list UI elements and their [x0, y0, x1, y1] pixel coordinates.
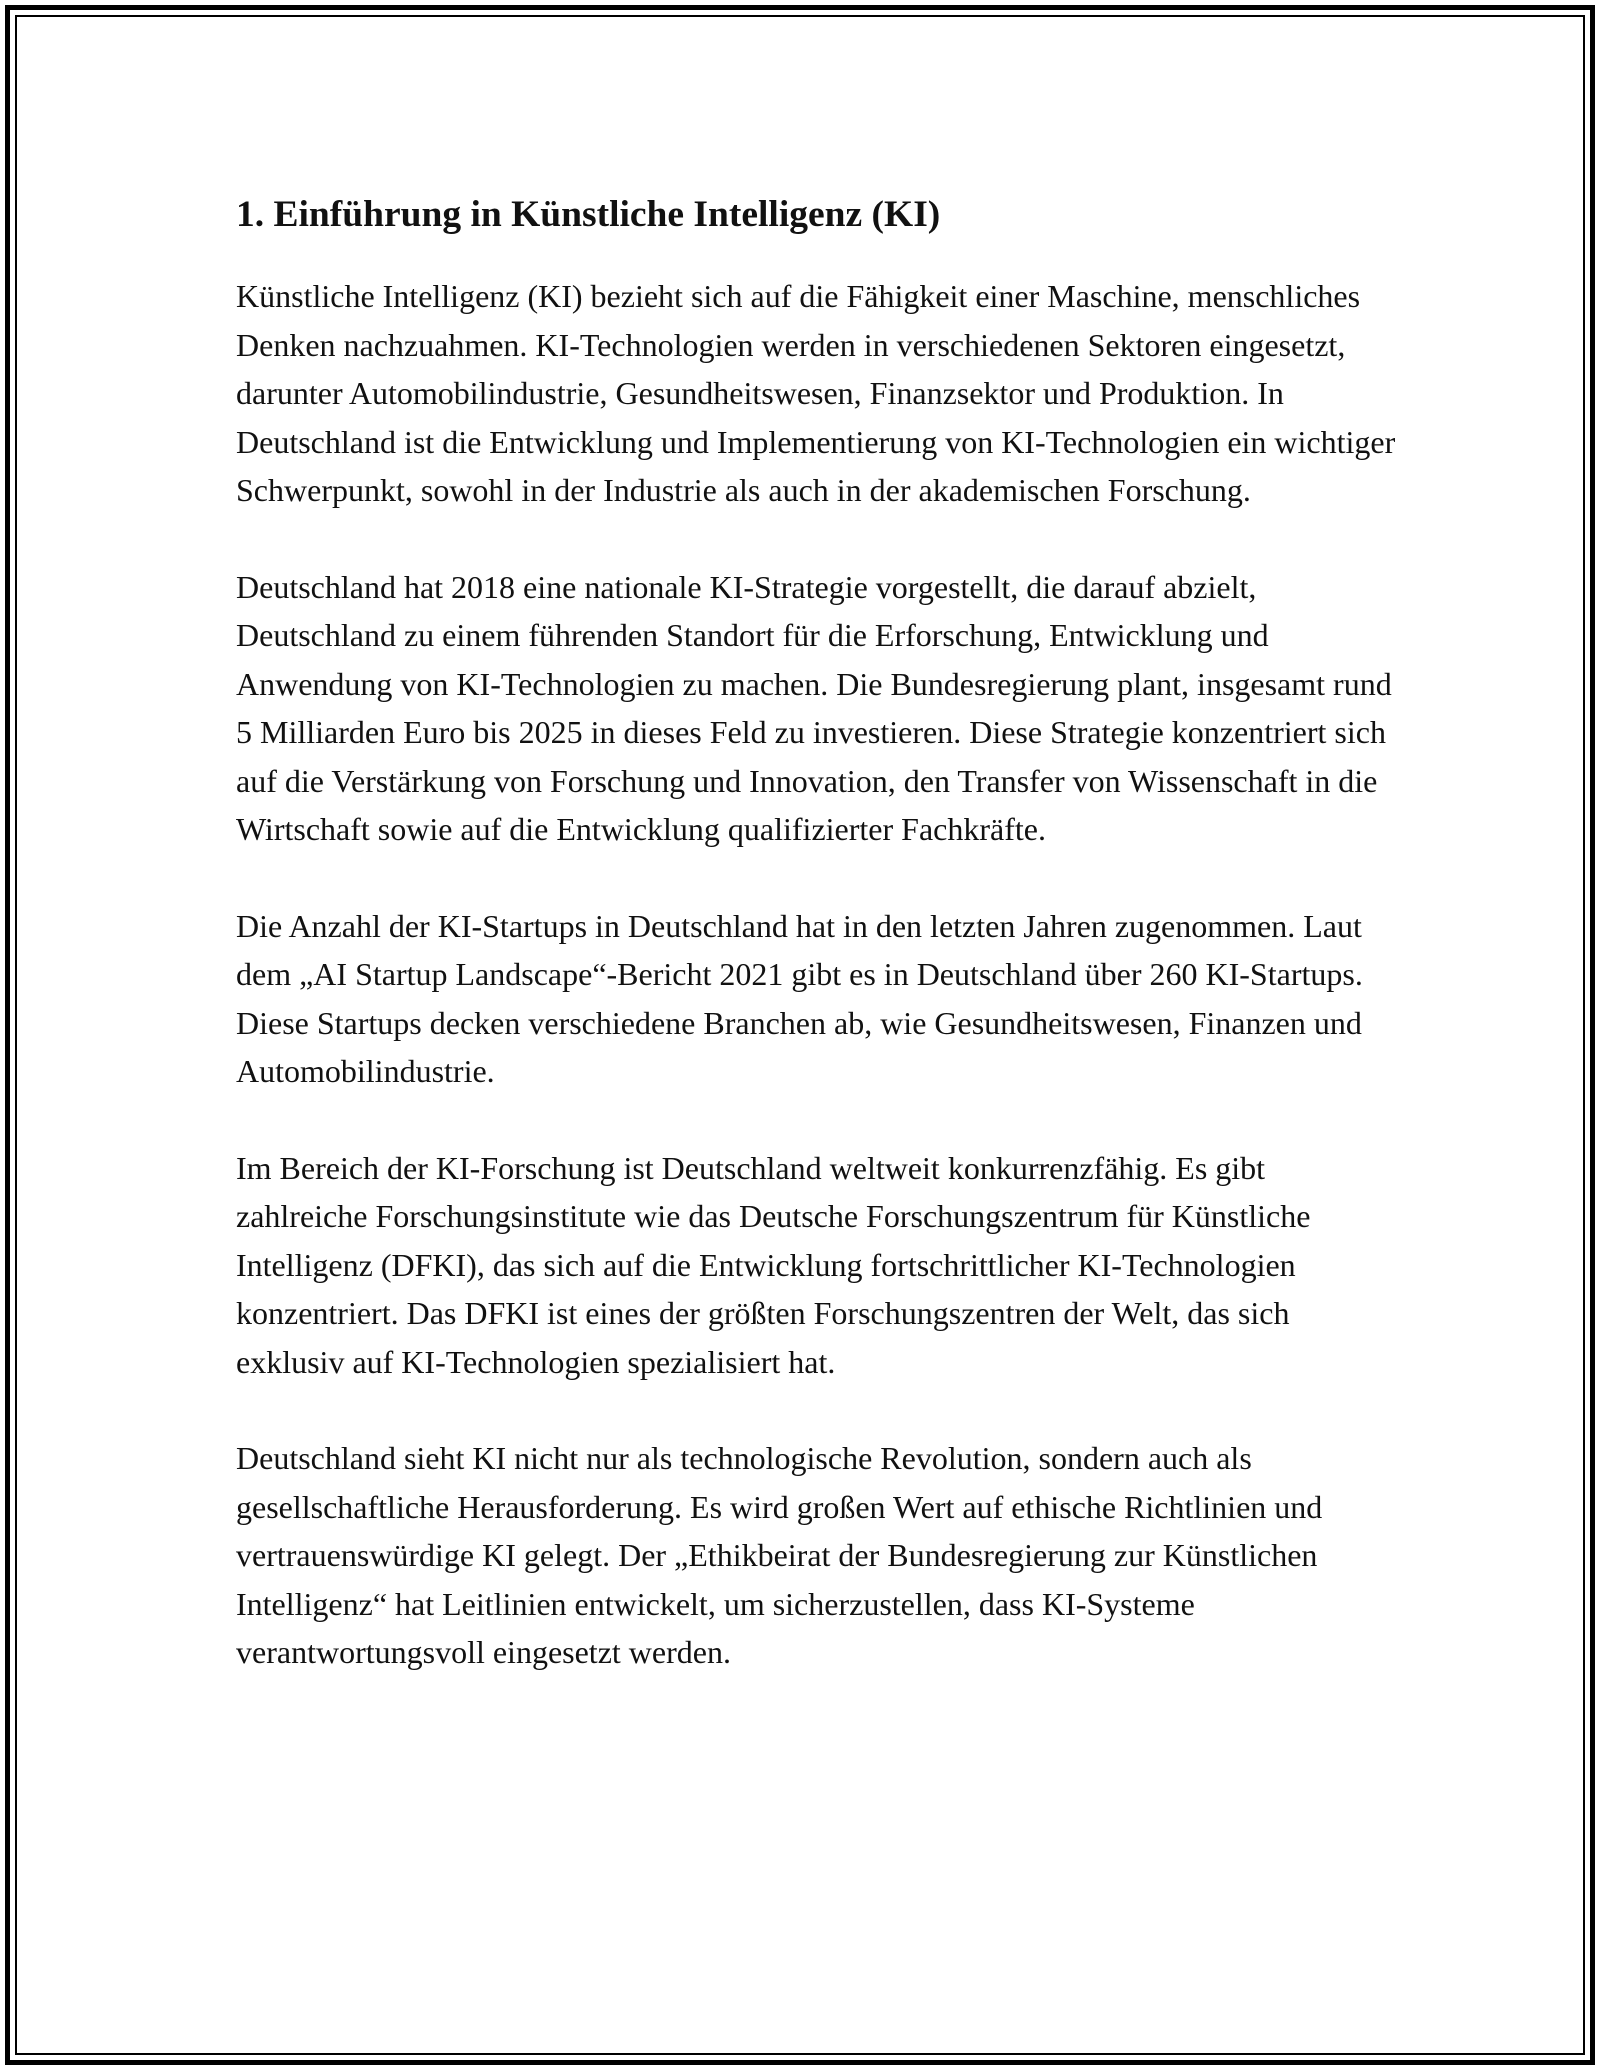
paragraph-introduction: Künstliche Intelligenz (KI) bezieht sich auf die Fähigkeit einer Maschine, menschliches Denken nachzuahmen. KI-Technologien werden in verschiedenen Sektoren eingesetzt, darunter Automobilindustrie, Gesundheitswesen, Finanzsektor und Produktion. In Deutschland ist die Entwicklung und Implementierung von KI-Technologien ein wichtiger Schwerpunkt, sowohl in der Industrie als auch in der akademischen Forschung. [236, 278, 1396, 508]
paragraph-startups: Die Anzahl der KI-Startups in Deutschland hat in den letzten Jahren zugenommen. Laut dem „AI Startup Landscape“-Bericht 2021 gibt es in Deutschland über 260 KI-Startups. Diese Startups decken verschiedene Branchen ab, wie Gesundheitswesen, Finanzen und Automobilindustrie. [236, 907, 1363, 1089]
paragraph-research: Im Bereich der KI-Forschung ist Deutschland weltweit konkurrenzfähig. Es gibt zahlreiche Forschungsinstitute wie das Deutsche Forschungszentrum für Künstliche Intelligenz (DFKI), das sich auf die Entwicklung fortschrittlicher KI-Technologien konzentriert. Das DFKI ist eines der größten Forschungszentren der Welt, das sich exklusiv auf KI-Technologien spezialisiert hat. [236, 1149, 1311, 1380]
paragraph-national-strategy: Deutschland hat 2018 eine nationale KI-Strategie vorgestellt, die darauf abzielt, Deutschland zu einem führenden Standort für die Erforschung, Entwicklung und Anwendung von KI-Technologien zu machen. Die Bundesregierung plant, insgesamt rund 5 Milliarden Euro bis 2025 in dieses Feld zu investieren. Diese Strategie konzentriert sich auf die Verstärkung von Forschung und Innovation, den Transfer von Wissenschaft in die Wirtschaft sowie auf die Entwicklung qualifizierter Fachkräfte. [236, 568, 1392, 847]
paragraph-ethics: Deutschland sieht KI nicht nur als technologische Revolution, sondern auch als gesellschaftliche Herausforderung. Es wird großen Wert auf ethische Richtlinien und vertrauenswürdige KI gelegt. Der „Ethikbeirat der Bundesregierung zur Künstlichen Intelligenz“ hat Leitlinien entwickelt, um sicherzustellen, dass KI-Systeme verantwortungsvoll eingesetzt werden. [236, 1440, 1323, 1670]
section-heading: 1. Einführung in Künstliche Intelligenz (KI) [236, 194, 941, 235]
document-body [236, 186, 1396, 1725]
